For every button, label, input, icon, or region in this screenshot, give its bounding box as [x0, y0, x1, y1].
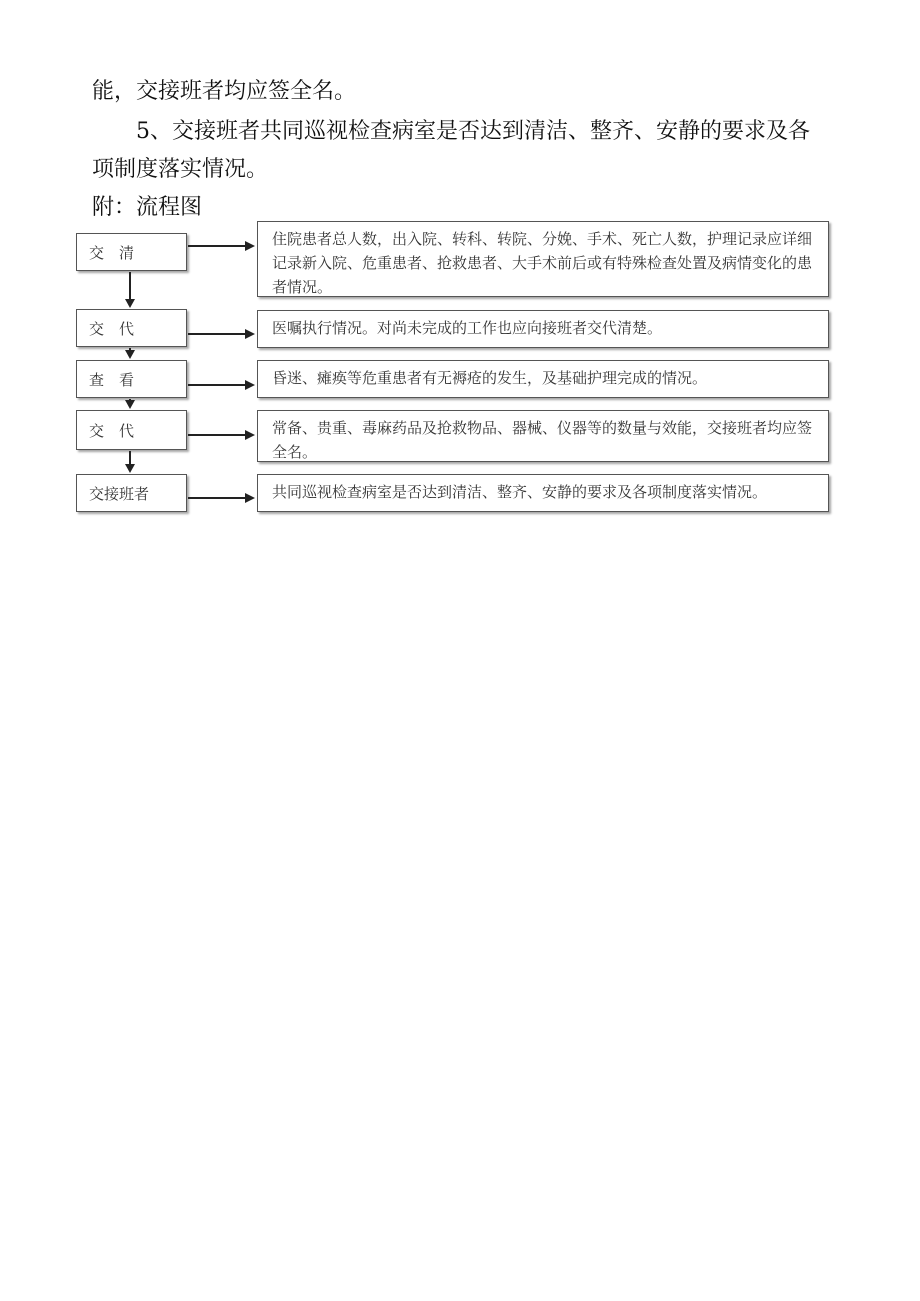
step-box-4	[76, 410, 187, 450]
description-box-1	[257, 221, 829, 297]
step-label: 查 看	[89, 370, 135, 389]
connector-right-1	[188, 245, 246, 247]
description-text: 昏迷、瘫痪等危重患者有无褥疮的发生，及基础护理完成的情况。	[272, 369, 708, 387]
step-label: 交接班者	[89, 484, 150, 503]
step-box-1	[76, 233, 187, 271]
appendix-heading: 附：流程图	[92, 195, 203, 220]
connector-right-3	[188, 384, 246, 386]
step-label: 交 清	[89, 243, 135, 262]
arrow-down-icon	[125, 350, 135, 359]
description-box-5	[257, 474, 829, 512]
description-text: 住院患者总人数，出入院、转科、转院、分娩、手术、死亡人数，护理记录应详细记录新入院、危重患者、抢救患者、大手术前后或有特殊检查处置及病情变化的患者情况。	[272, 230, 813, 296]
description-text: 常备、贵重、毒麻药品及抢救物品、器械、仪器等的数量与效能，交接班者均应签全名。	[272, 419, 813, 461]
step-label: 交 代	[89, 421, 135, 440]
arrow-down-icon	[125, 464, 135, 473]
arrow-right-icon	[245, 493, 255, 503]
arrow-down-icon	[125, 400, 135, 409]
description-text: 医嘱执行情况。对尚未完成的工作也应向接班者交代清楚。	[272, 319, 663, 337]
description-box-2	[257, 310, 829, 348]
step-box-3	[76, 360, 187, 398]
connector-down-4	[129, 451, 131, 465]
arrow-right-icon	[245, 430, 255, 440]
description-box-4	[257, 410, 829, 462]
step-box-2	[76, 309, 187, 347]
arrow-right-icon	[245, 380, 255, 390]
connector-down-1	[129, 272, 131, 300]
paragraph-continuation: 能，交接班者均应签全名。	[92, 79, 357, 104]
arrow-down-icon	[125, 299, 135, 308]
connector-right-2	[188, 333, 246, 335]
description-box-3	[257, 360, 829, 398]
step-label: 交 代	[89, 319, 135, 338]
connector-right-5	[188, 497, 246, 499]
arrow-right-icon	[245, 241, 255, 251]
connector-right-4	[188, 434, 246, 436]
arrow-right-icon	[245, 329, 255, 339]
paragraph-item-5-cont: 项制度落实情况。	[92, 157, 269, 182]
paragraph-item-5: 5、交接班者共同巡视检查病室是否达到清洁、整齐、安静的要求及各	[136, 119, 810, 144]
step-box-5	[76, 474, 187, 512]
description-text: 共同巡视检查病室是否达到清洁、整齐、安静的要求及各项制度落实情况。	[272, 483, 768, 501]
